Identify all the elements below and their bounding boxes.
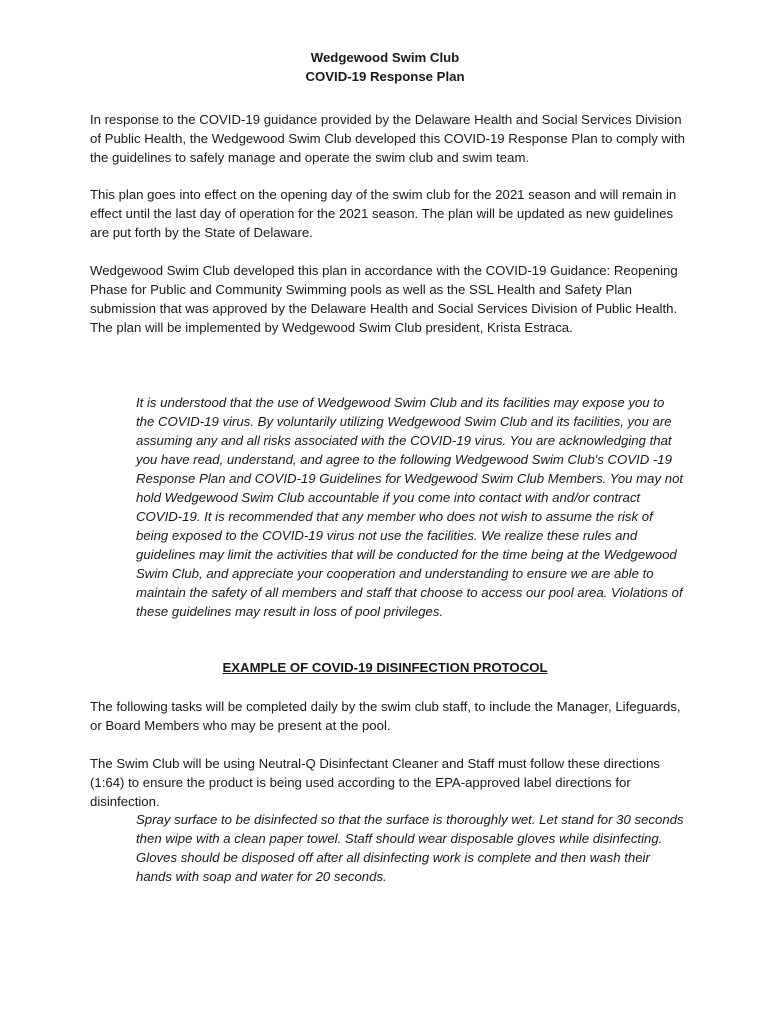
disinfection-instructions: Spray surface to be disinfected so that the surface is thoroughly wet. Let stand for 30 seconds then wipe with a clean paper towel. Staff should wear disposable gloves while disinfecting. Gloves should be disposed off after all disinfecting work is complete and then wash their hands with soap and water for 20 seconds. xyxy=(136,812,684,884)
risk-waiver-statement: It is understood that the use of Wedgewood Swim Club and its facilities may expose you to the COVID-19 virus. By voluntarily utilizing Wedgewood Swim Club and its facilities, you are assuming any and all risks associated with the COVID-19 virus. You are acknowledging that you have read, understand, and agree to the following Wedgewood Swim Club's COVID -19 Response Plan and COVID-19 Guidelines for Wedgewood Swim Club Members. You may not hold Wedgewood Swim Club accountable if you come into contact with and/or contract COVID-19. It is recommended that any member who does not wish to assume the risk of being exposed to the COVID-19 virus not use the facilities. We realize these rules and guidelines may limit the activities that will be conducted for the time being at the Wedgewood Swim Club, and appreciate your cooperation and understanding to ensure we are able to maintain the safety of all members and staff that choose to access our pool area. Violations of these guidelines may result in loss of pool privileges. xyxy=(136,395,684,619)
intro-paragraph-1: In response to the COVID-19 guidance provided by the Delaware Health and Social Services Division of Public Health, the Wedgewood Swim Club developed this COVID-19 Response Plan to comply with the guidelines to safely manage and operate the swim club and swim team. xyxy=(90,112,685,165)
club-name-title: Wedgewood Swim Club xyxy=(310,50,460,65)
document-header xyxy=(0,48,770,86)
protocol-paragraph-1: The following tasks will be completed daily by the swim club staff, to include the Manager, Lifeguards, or Board Members who may be present at the pool. xyxy=(90,699,681,733)
intro-paragraph-2: This plan goes into effect on the opening day of the swim club for the 2021 season and will remain in effect until the last day of operation for the 2021 season. The plan will be updated as new guidelines are put forth by the State of Delaware. xyxy=(90,187,677,240)
plan-title: COVID-19 Response Plan xyxy=(305,69,465,84)
intro-paragraph-3: Wedgewood Swim Club developed this plan in accordance with the COVID-19 Guidance: Reopening Phase for Public and Community Swimming pools as well as the SSL Health and Safety Plan submission that was approved by the Delaware Health and Social Services Division of Public Health. The plan will be implemented by Wedgewood Swim Club president, Krista Estraca. xyxy=(90,263,678,335)
disinfection-protocol-heading: EXAMPLE OF COVID-19 DISINFECTION PROTOCOL xyxy=(222,660,548,675)
protocol-paragraph-2: The Swim Club will be using Neutral-Q Disinfectant Cleaner and Staff must follow these directions (1:64) to ensure the product is being used according to the EPA-approved label directions for disinfection. xyxy=(90,756,661,809)
